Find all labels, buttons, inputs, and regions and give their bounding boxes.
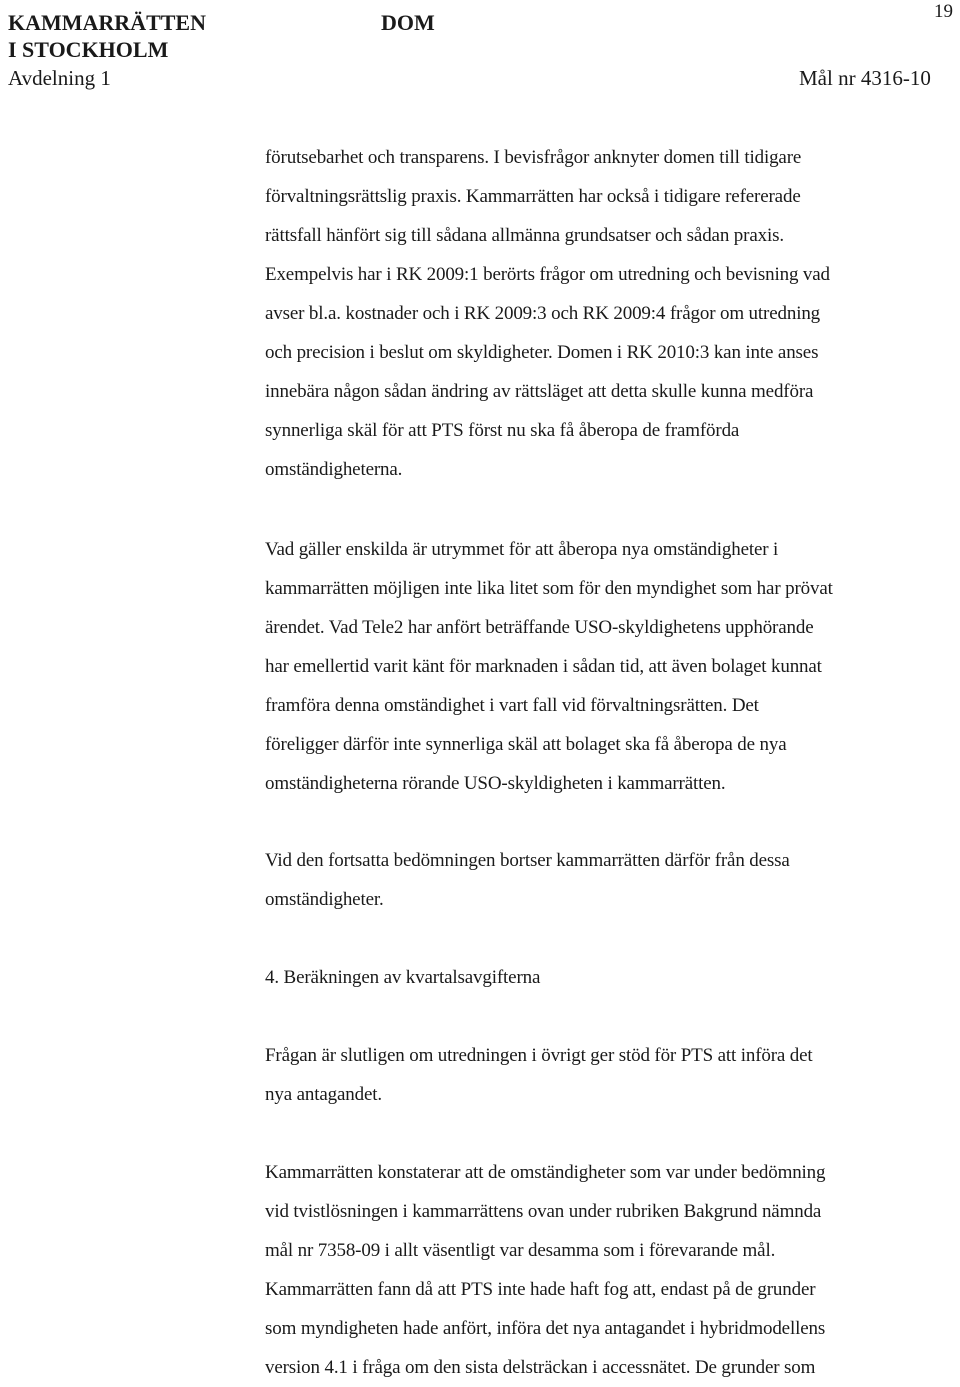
text-line: och precision i beslut om skyldigheter. Domen i RK 2010:3 kan inte anses [265, 342, 819, 363]
text-line: omständigheterna rörande USO-skyldigheten i kammarrätten. [265, 773, 726, 794]
text-line: förutsebarhet och transparens. I bevisfrågor anknyter domen till tidigare [265, 147, 802, 168]
court-name-line-1: KAMMARRÄTTEN [8, 10, 206, 35]
paragraph-4 [265, 1036, 960, 1114]
text-line: innebära någon sådan ändring av rättsläget att detta skulle kunna medföra [265, 381, 814, 402]
text-line: Vid den fortsatta bedömningen bortser kammarrätten därför från dessa [265, 850, 790, 871]
paragraph-1 [265, 138, 960, 489]
text-line: Vad gäller enskilda är utrymmet för att åberopa nya omständigheter i [265, 539, 779, 560]
text-line: Frågan är slutligen om utredningen i övrigt ger stöd för PTS att införa det [265, 1045, 813, 1066]
paragraph-2 [265, 530, 960, 803]
text-line: mål nr 7358-09 i allt väsentligt var desamma som i förevarande mål. [265, 1240, 776, 1261]
section-heading-text: 4. Beräkningen av kvartalsavgifterna [265, 967, 541, 988]
court-name-line-2: I STOCKHOLM [8, 37, 169, 62]
text-line: som myndigheten hade anfört, införa det nya antagandet i hybridmodellens [265, 1318, 826, 1339]
text-line: föreligger därför inte synnerliga skäl att bolaget ska få åberopa de nya [265, 734, 787, 755]
text-line: version 4.1 i fråga om den sista delsträckan i accessnätet. De grunder som [265, 1357, 816, 1378]
text-line: omständigheterna. [265, 459, 403, 480]
paragraph-5 [265, 1153, 960, 1387]
page-number: 19 [934, 1, 953, 22]
text-line: kammarrätten möjligen inte lika litet som för den myndighet som har prövat [265, 578, 833, 599]
section-heading [265, 958, 960, 997]
text-line: har emellertid varit känt för marknaden i sådan tid, att även bolaget kunnat [265, 656, 822, 677]
text-line: framföra denna omständighet i vart fall vid förvaltningsrätten. Det [265, 695, 759, 716]
case-number: Mål nr 4316-10 [799, 66, 931, 90]
text-line: ärendet. Vad Tele2 har anfört beträffande USO-skyldighetens upphörande [265, 617, 814, 638]
text-line: nya antagandet. [265, 1084, 382, 1105]
document-type: DOM [381, 10, 435, 35]
division-label: Avdelning 1 [8, 66, 111, 90]
paragraph-3 [265, 841, 960, 919]
text-line: Kammarrätten konstaterar att de omständigheter som var under bedömning [265, 1162, 826, 1183]
text-line: avser bl.a. kostnader och i RK 2009:3 och RK 2009:4 frågor om utredning [265, 303, 821, 324]
text-line: Kammarrätten fann då att PTS inte hade haft fog att, endast på de grunder [265, 1279, 816, 1300]
text-line: förvaltningsrättslig praxis. Kammarrätten har också i tidigare refererade [265, 186, 801, 207]
text-line: Exempelvis har i RK 2009:1 berörts frågor om utredning och bevisning vad [265, 264, 830, 285]
text-line: synnerliga skäl för att PTS först nu ska få åberopa de framförda [265, 420, 740, 441]
text-line: omständigheter. [265, 889, 384, 910]
text-line: vid tvistlösningen i kammarrättens ovan under rubriken Bakgrund nämnda [265, 1201, 822, 1222]
text-line: rättsfall hänfört sig till sådana allmänna grundsatser och sådan praxis. [265, 225, 784, 246]
